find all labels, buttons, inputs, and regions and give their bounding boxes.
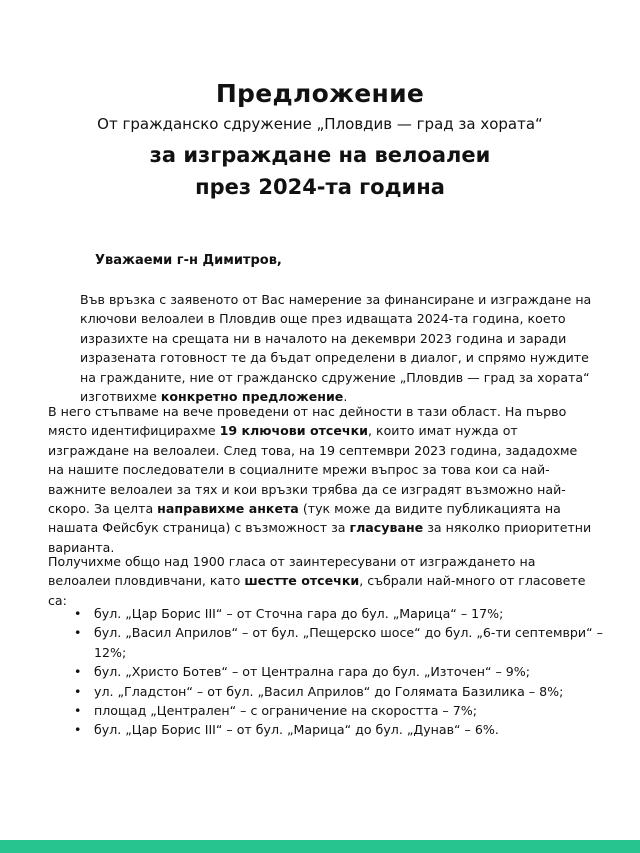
paragraph-2-bold-1: 19 ключови отсечки (219, 423, 368, 439)
paragraph-3 (48, 552, 596, 610)
list-item (74, 720, 614, 739)
segments-list (74, 604, 614, 740)
list-item (74, 623, 614, 662)
paragraph-3-bold-1: шестте отсечки (244, 573, 360, 589)
list-item-text: бул. „Цар Борис III“ – от бул. „Марица“ до бул. „Дунав“ – 6%. (94, 722, 499, 738)
footer-accent-bar (0, 840, 640, 853)
document-subtitle: От гражданско сдружение „Пловдив — град за хората“ (97, 115, 543, 133)
paragraph-2-text-2: , които имат нужда от изграждане на велоалеи. След това, на 19 септември 2023 година, зададохме на нашите последователи в социалните мрежи въпрос за това кои са най-важните велоалеи за тях и кои връзки трябва да се изградят възможно най-скоро. За целта (48, 423, 578, 517)
paragraph-3-text-2: , събрали най-много от гласовете са: (48, 573, 586, 608)
list-item-text: бул. „Христо Ботев“ – от Централна гара до бул. „Източен“ – 9%; (94, 664, 531, 680)
title-block (0, 78, 640, 203)
paragraph-2-text-3: (тук може да видите публикацията на нашата Фейсбук страница) с възможност за (48, 501, 561, 536)
list-item (74, 682, 614, 701)
paragraph-2-bold-3: гласуване (349, 520, 424, 536)
paragraph-1-bold: конкретно предложение (160, 389, 344, 405)
list-item (74, 662, 614, 681)
document-heading-line-2: през 2024-та година (195, 175, 445, 199)
paragraph-2-bold-2: направихме анкета (157, 501, 299, 517)
paragraph-1-text: Във връзка с заявеното от Вас намерение за финансиране и изграждане на ключови велоалеи в Пловдив още през идващата 2024-та година, което изразихте на срещата ни в началото на декември 2023 година и заради изразената готовност те да бъдат определени в диалог, и спрямо нуждите на гражданите, ние от гражданско сдружение „Пловдив — град за хората“ изготвихме (80, 292, 592, 405)
list-item (74, 604, 614, 623)
bullet-icon: • (74, 722, 82, 738)
paragraph-3-text-1: Получихме общо над 1900 гласа от заинтересувани от изграждането на велоалеи пловдивчани, като (48, 554, 536, 589)
list-item (74, 701, 614, 720)
list-item-text: ул. „Гладстон“ – от бул. „Васил Априлов“ до Голямата Базилика – 8%; (94, 683, 564, 699)
paragraph-2-text-4: за няколко приоритетни варианта. (48, 520, 592, 555)
paragraph-1 (48, 290, 596, 406)
list-item-text: бул. „Цар Борис III“ – от Сточна гара до бул. „Марица“ – 17%; (94, 606, 504, 621)
bullet-icon: • (74, 703, 82, 719)
document-heading-line-1: за изграждане на велоалеи (149, 143, 491, 167)
list-item-text: бул. „Васил Априлов“ – от бул. „Пещерско шосе“ до бул. „6-ти септември“ – 12%; (94, 625, 603, 660)
bullet-icon: • (74, 664, 82, 680)
bullet-icon: • (74, 625, 82, 641)
greeting: Уважаеми г-н Димитров, (95, 253, 282, 268)
paragraph-1-end: . (343, 389, 348, 405)
paragraph-2-text-1: В него стъпваме на вече проведени от нас дейности в тази област. На първо място идентифицирахме (48, 404, 567, 439)
bullet-icon: • (74, 683, 82, 699)
document-title: Предложение (215, 79, 425, 108)
paragraph-2 (48, 402, 596, 557)
bullet-icon: • (74, 606, 82, 621)
list-item-text: площад „Централен“ – с ограничение на скоростта – 7%; (94, 703, 477, 719)
